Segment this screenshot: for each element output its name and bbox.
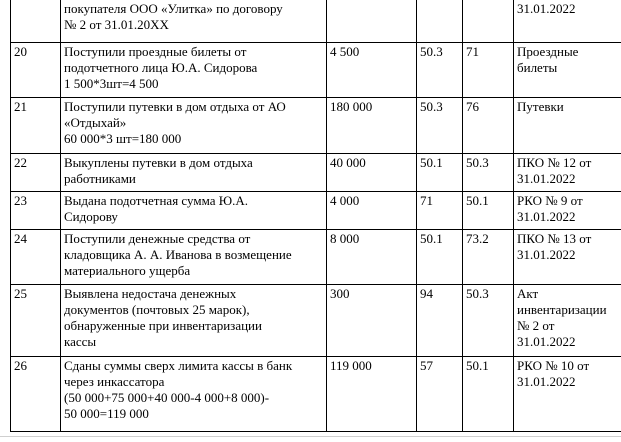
amount-cell: 4 000 xyxy=(327,191,417,229)
credit-account-cell: 71 xyxy=(463,42,514,97)
amount-cell: 300 xyxy=(327,284,417,356)
amount-cell: 119 000 xyxy=(327,356,417,431)
row-number-cell xyxy=(11,0,61,42)
journal-table xyxy=(10,0,621,432)
amount-cell: 4 500 xyxy=(327,42,417,97)
credit-account-cell: 50.3 xyxy=(463,284,514,356)
operation-description-cell: Выдана подотчетная сумма Ю.А. Сидорову xyxy=(61,191,327,229)
source-document-cell: ПКО № 12 от 31.01.2022 xyxy=(514,153,621,191)
row-number-cell: 26 xyxy=(11,356,61,431)
table-row-20 xyxy=(11,42,621,97)
operation-description-cell: покупателя ООО «Улитка» по договору № 2 от 31.01.20ХХ xyxy=(61,0,327,42)
debit-account-cell: 71 xyxy=(417,191,463,229)
row-number-cell: 23 xyxy=(11,191,61,229)
credit-account-cell: 50.3 xyxy=(463,153,514,191)
row-number-cell: 20 xyxy=(11,42,61,97)
amount-cell: 8 000 xyxy=(327,229,417,284)
amount-cell: 40 000 xyxy=(327,153,417,191)
source-document-cell: РКО № 9 от 31.01.2022 xyxy=(514,191,621,229)
row-number-cell: 25 xyxy=(11,284,61,356)
source-document-cell: 31.01.2022 xyxy=(514,0,621,42)
row-number-cell: 24 xyxy=(11,229,61,284)
operation-description-cell: Поступили проездные билеты от подотчетного лица Ю.А. Сидорова 1 500*3шт=4 500 xyxy=(61,42,327,97)
table-row-21 xyxy=(11,97,621,153)
credit-account-cell xyxy=(463,0,514,42)
credit-account-cell: 50.1 xyxy=(463,191,514,229)
debit-account-cell: 50.1 xyxy=(417,153,463,191)
credit-account-cell: 73.2 xyxy=(463,229,514,284)
credit-account-cell: 50.1 xyxy=(463,356,514,431)
table-row-25 xyxy=(11,284,621,356)
source-document-cell: РКО № 10 от 31.01.2022 xyxy=(514,356,621,431)
credit-account-cell: 76 xyxy=(463,97,514,153)
debit-account-cell: 50.3 xyxy=(417,97,463,153)
table-row-23 xyxy=(11,191,621,229)
page-bottom-divider xyxy=(0,436,621,437)
operation-description-cell: Выявлена недостача денежных документов (почтовых 25 марок), обнаруженные при инвентаризации кассы xyxy=(61,284,327,356)
operation-description-cell: Поступили денежные средства от кладовщика А. А. Иванова в возмещение материального ущерба xyxy=(61,229,327,284)
debit-account-cell: 94 xyxy=(417,284,463,356)
debit-account-cell: 50.3 xyxy=(417,42,463,97)
amount-cell xyxy=(327,0,417,42)
table-row-24 xyxy=(11,229,621,284)
debit-account-cell xyxy=(417,0,463,42)
journal-table-body xyxy=(11,0,621,431)
source-document-cell: Проездные билеты xyxy=(514,42,621,97)
source-document-cell: Акт инвентаризации № 2 от 31.01.2022 xyxy=(514,284,621,356)
source-document-cell: Путевки xyxy=(514,97,621,153)
operation-description-cell: Поступили путевки в дом отдыха от АО «Отдыхай» 60 000*3 шт=180 000 xyxy=(61,97,327,153)
row-number-cell: 22 xyxy=(11,153,61,191)
operation-description-cell: Выкуплены путевки в дом отдыха работниками xyxy=(61,153,327,191)
operation-description-cell: Сданы суммы сверх лимита кассы в банк через инкассатора (50 000+75 000+40 000-4 000+8 000)- 50 000=119 000 xyxy=(61,356,327,431)
debit-account-cell: 57 xyxy=(417,356,463,431)
source-document-cell: ПКО № 13 от 31.01.2022 xyxy=(514,229,621,284)
table-row-26 xyxy=(11,356,621,431)
table-row-22 xyxy=(11,153,621,191)
table-row-continued xyxy=(11,0,621,42)
debit-account-cell: 50.1 xyxy=(417,229,463,284)
row-number-cell: 21 xyxy=(11,97,61,153)
amount-cell: 180 000 xyxy=(327,97,417,153)
